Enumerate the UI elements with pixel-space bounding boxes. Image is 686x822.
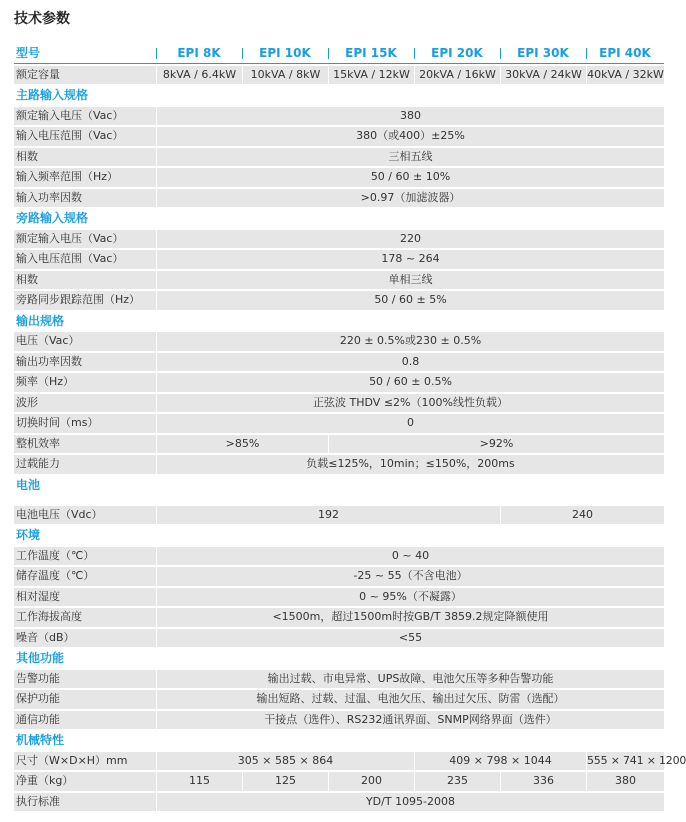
spec-value: 192: [156, 506, 500, 525]
spec-row: [14, 373, 664, 392]
spec-value: 正弦波 THDV ≤2%（100%线性负载）: [156, 394, 664, 413]
spec-row: [14, 394, 664, 413]
section-heading-row: [14, 312, 664, 331]
spec-value: 305 × 585 × 864: [156, 752, 414, 771]
spec-label: 通信功能: [14, 711, 156, 730]
spec-value: 干接点（选件）、RS232通讯界面、SNMP网络界面（选件）: [156, 711, 664, 730]
spec-label: 波形: [14, 394, 156, 413]
spec-label: 额定容量: [14, 66, 156, 85]
spec-value: >85%: [156, 435, 328, 454]
spec-value: >92%: [328, 435, 664, 454]
spec-label: 告警功能: [14, 670, 156, 689]
spec-value: 40kVA / 32kW: [586, 66, 664, 85]
section-heading: 机械特性: [14, 731, 664, 750]
spec-row: [14, 690, 664, 709]
section-heading-row: [14, 731, 664, 750]
spec-row: [14, 230, 664, 249]
header-divider: [500, 48, 501, 59]
spec-value: 178 ~ 264: [156, 250, 664, 269]
spec-value: 235: [414, 772, 500, 791]
model-name: EPI 30K: [517, 46, 569, 61]
model-header-cell: [414, 44, 500, 64]
section-heading: 环境: [14, 526, 664, 545]
spec-label: 保护功能: [14, 690, 156, 709]
spec-row: [14, 711, 664, 730]
spec-row: [14, 752, 664, 771]
spec-value: 0 ~ 95%（不凝露）: [156, 588, 664, 607]
spec-value: 8kVA / 6.4kW: [156, 66, 242, 85]
spec-value: 50 / 60 ± 10%: [156, 168, 664, 187]
spec-value: 555 × 741 × 1200: [586, 752, 664, 771]
spec-label: 输入功率因数: [14, 189, 156, 208]
spec-label: 尺寸（W×D×H）mm: [14, 752, 156, 771]
spec-label: 工作海拔高度: [14, 608, 156, 627]
spec-value: 输出过载、市电异常、UPS故障、电池欠压等多种告警功能: [156, 670, 664, 689]
spec-row: [14, 250, 664, 269]
model-header-cell: [328, 44, 414, 64]
spec-label: 额定输入电压（Vac）: [14, 230, 156, 249]
spec-label: 电压（Vac）: [14, 332, 156, 351]
spec-value: 380（或400）±25%: [156, 127, 664, 146]
model-name: EPI 15K: [345, 46, 397, 61]
spec-row: [14, 291, 664, 310]
spec-row: [14, 608, 664, 627]
spec-row: [14, 588, 664, 607]
spec-row: [14, 189, 664, 208]
spec-value: 50 / 60 ± 5%: [156, 291, 664, 310]
spec-row: [14, 793, 664, 812]
spec-value: 负载≤125%，10min；≤150%，200ms: [156, 455, 664, 474]
header-divider: [242, 48, 243, 59]
section-heading: 电池: [14, 476, 664, 504]
spec-value: 0: [156, 414, 664, 433]
spec-label: 输入电压范围（Vac）: [14, 250, 156, 269]
model-header-cell: [156, 44, 242, 64]
model-header-cell: [500, 44, 586, 64]
header-divider: [586, 48, 587, 59]
section-heading: 其他功能: [14, 649, 664, 668]
spec-row: [14, 127, 664, 146]
spec-value: 30kVA / 24kW: [500, 66, 586, 85]
spec-row: [14, 435, 664, 454]
spec-label: 工作温度（℃）: [14, 547, 156, 566]
spec-row: [14, 271, 664, 290]
spec-label: 过载能力: [14, 455, 156, 474]
section-heading-row: [14, 209, 664, 228]
spec-label: 执行标准: [14, 793, 156, 812]
spec-label: 旁路同步跟踪范围（Hz）: [14, 291, 156, 310]
spec-row: [14, 772, 664, 791]
section-heading: 输出规格: [14, 312, 664, 331]
section-heading: 主路输入规格: [14, 86, 664, 105]
spec-row: [14, 567, 664, 586]
header-divider: [156, 48, 157, 59]
spec-value: 输出短路、过载、过温、电池欠压、输出过欠压、防雷（选配）: [156, 690, 664, 709]
spec-row: [14, 332, 664, 351]
spec-row: [14, 414, 664, 433]
spec-row: [14, 506, 664, 525]
section-heading-row: [14, 526, 664, 545]
spec-value: 15kVA / 12kW: [328, 66, 414, 85]
section-heading-row: [14, 476, 664, 504]
model-name: EPI 10K: [259, 46, 311, 61]
spec-label: 频率（Hz）: [14, 373, 156, 392]
spec-label: 输入电压范围（Vac）: [14, 127, 156, 146]
spec-value: 0.8: [156, 353, 664, 372]
spec-value: 409 × 798 × 1044: [414, 752, 586, 771]
spec-value: 三相五线: [156, 148, 664, 167]
section-heading-row: [14, 86, 664, 105]
spec-value: 380: [586, 772, 664, 791]
spec-value: YD/T 1095-2008: [156, 793, 664, 812]
header-divider: [328, 48, 329, 59]
spec-row: [14, 353, 664, 372]
spec-label: 切换时间（ms）: [14, 414, 156, 433]
spec-value: 336: [500, 772, 586, 791]
model-header-label: 型号: [14, 44, 156, 64]
spec-row: [14, 66, 664, 85]
section-heading: 旁路输入规格: [14, 209, 664, 228]
spec-row: [14, 168, 664, 187]
spec-label: 相数: [14, 271, 156, 290]
spec-value: 10kVA / 8kW: [242, 66, 328, 85]
page-title: 技术参数: [14, 11, 70, 27]
spec-label: 净重（kg）: [14, 772, 156, 791]
spec-value: 115: [156, 772, 242, 791]
spec-row: [14, 455, 664, 474]
spec-table-body: [14, 44, 686, 811]
spec-value: <1500m，超过1500m时按GB/T 3859.2规定降额使用: [156, 608, 664, 627]
spec-value: 200: [328, 772, 414, 791]
spec-value: 0 ~ 40: [156, 547, 664, 566]
spec-value: 125: [242, 772, 328, 791]
spec-label: 相对湿度: [14, 588, 156, 607]
model-name: EPI 40K: [599, 46, 651, 61]
section-heading-row: [14, 649, 664, 668]
model-name: EPI 20K: [431, 46, 483, 61]
spec-table: [14, 42, 686, 813]
model-header-row: [14, 44, 664, 64]
header-divider: [414, 48, 415, 59]
spec-row: [14, 670, 664, 689]
spec-label: 额定输入电压（Vac）: [14, 107, 156, 126]
spec-label: 相数: [14, 148, 156, 167]
spec-value: <55: [156, 629, 664, 648]
spec-value: 380: [156, 107, 664, 126]
spec-label: 整机效率: [14, 435, 156, 454]
spec-value: -25 ~ 55（不含电池）: [156, 567, 664, 586]
spec-value: 单相三线: [156, 271, 664, 290]
spec-row: [14, 148, 664, 167]
spec-label: 电池电压（Vdc）: [14, 506, 156, 525]
spec-value: 220: [156, 230, 664, 249]
model-header-cell: [586, 44, 664, 64]
spec-value: 50 / 60 ± 0.5%: [156, 373, 664, 392]
spec-label: 输入频率范围（Hz）: [14, 168, 156, 187]
model-name: EPI 8K: [177, 46, 221, 61]
spec-value: 220 ± 0.5%或230 ± 0.5%: [156, 332, 664, 351]
spec-value: 20kVA / 16kW: [414, 66, 500, 85]
model-header-cell: [242, 44, 328, 64]
spec-label: 储存温度（℃）: [14, 567, 156, 586]
spec-label: 噪音（dB）: [14, 629, 156, 648]
spec-label: 输出功率因数: [14, 353, 156, 372]
spec-row: [14, 547, 664, 566]
spec-row: [14, 629, 664, 648]
spec-value: >0.97（加滤波器）: [156, 189, 664, 208]
spec-value: 240: [500, 506, 664, 525]
spec-row: [14, 107, 664, 126]
